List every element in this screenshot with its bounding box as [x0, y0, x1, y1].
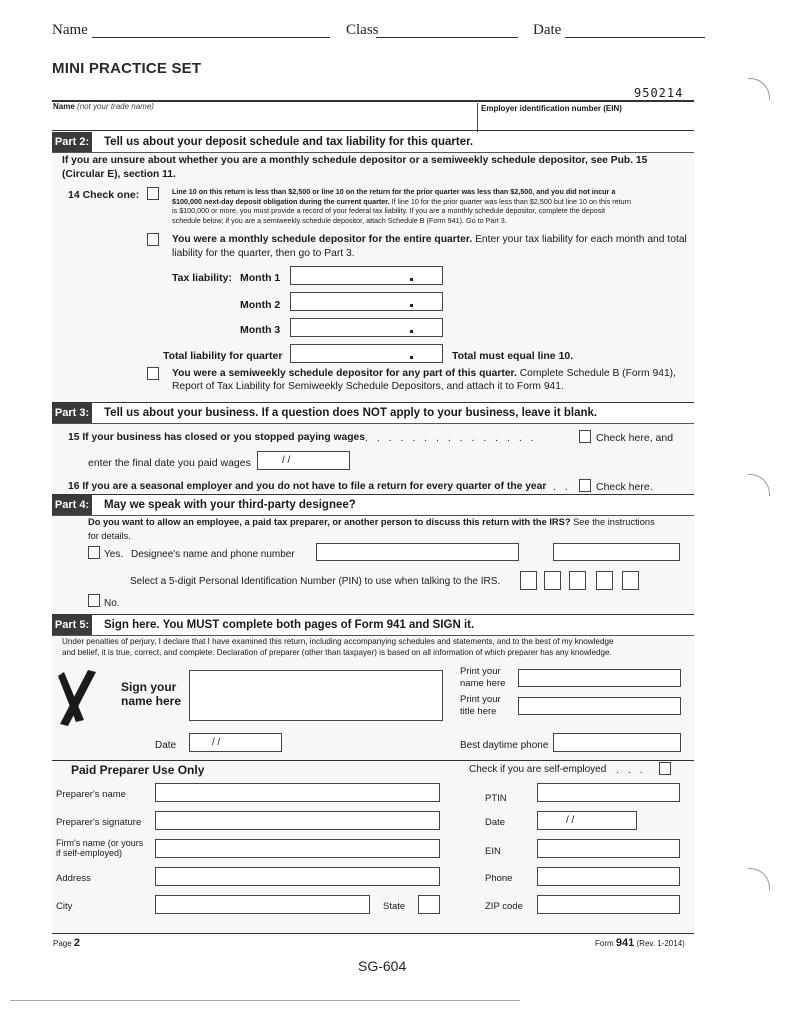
scan-edge-line [10, 1000, 520, 1001]
firm-name-field[interactable] [155, 839, 440, 858]
preparer-signature-label: Preparer's signature [56, 817, 142, 828]
part2-rule [52, 152, 694, 153]
firm-ein-field[interactable] [537, 839, 680, 858]
option-monthly-text-2: liability for the quarter, then go to Part 3. [172, 248, 355, 259]
zip-label: ZIP code [485, 901, 523, 912]
part4-tag: Part 4: [52, 495, 92, 515]
part2-heading: Tell us about your deposit schedule and tax liability for this quarter. [92, 132, 694, 152]
self-employed-checkbox[interactable] [659, 762, 671, 775]
print-title-label-2: title here [460, 706, 497, 717]
seasonal-employer-checkbox[interactable] [579, 479, 591, 492]
page-indicator: Page 2 [53, 937, 81, 949]
preparer-name-label: Preparer's name [56, 789, 126, 800]
pin-digit-5[interactable] [622, 571, 639, 590]
state-field[interactable] [418, 895, 440, 914]
option-under-2500-text: Line 10 on this return is less than $2,500 or line 10 on the return for the prior quarter was less than $2,500, and you did not incur a $100,000 next-day deposit obligation during the current quarter. If line 10 for the prior quarter was less than $2,500 but line 10 on this return is $100,000 or more, you must provide a record of your federal tax liability. If you are a monthly schedule depositor, complete the deposit schedule below; if you are a semiweekly schedule depositor, attach Schedule B (Form 941). Go to Part 3. [172, 187, 631, 225]
print-name-label-2: name here [460, 678, 506, 689]
total-liability-label: Total liability for quarter [163, 350, 283, 362]
self-employed-label: Check if you are self-employed [469, 764, 607, 775]
city-label: City [56, 901, 73, 912]
preparer-signature-field[interactable] [155, 811, 440, 830]
decimal-point [410, 330, 413, 333]
total-liability-field[interactable] [290, 344, 443, 363]
name-label: Name [52, 22, 88, 38]
part4-heading: May we speak with your third-party designee? [92, 495, 694, 515]
month2-field[interactable] [290, 292, 443, 311]
pin-label: Select a 5-digit Personal Identification Number (PIN) to use when talking to the IRS. [130, 576, 501, 587]
part3-heading: Tell us about your business. If a question does NOT apply to your business, leave it blank. [92, 403, 694, 423]
class-line[interactable] [376, 22, 518, 38]
firm-name-label-1: Firm's name (or yours [56, 838, 144, 848]
print-name-label-1: Print your [460, 666, 501, 677]
yes-label: Yes. [104, 549, 124, 560]
taxpayer-name-label: Name (not your trade name) [53, 102, 154, 111]
class-label: Class [346, 22, 379, 38]
preparer-phone-label: Phone [485, 873, 513, 884]
self-employed-leader: . . . [616, 764, 646, 776]
signature-field[interactable] [189, 670, 443, 721]
line16-text: 16 If you are a seasonal employer and you do not have to file a return for every quarter of the year [68, 481, 547, 492]
date-separators: / / [212, 737, 221, 748]
option-monthly-checkbox[interactable] [147, 233, 159, 246]
option-semiweekly-checkbox[interactable] [147, 367, 159, 380]
option-semiweekly-text: You were a semiweekly schedule depositor for any part of this quarter. Complete Schedule B (Form 941), [172, 368, 676, 379]
zip-field[interactable] [537, 895, 680, 914]
decimal-point [410, 278, 413, 281]
part3-tag: Part 3: [52, 403, 92, 423]
preparer-date-field[interactable] [537, 811, 637, 830]
part3-rule [52, 423, 694, 424]
designee-question-2: for details. [88, 531, 131, 541]
part5-rule [52, 635, 694, 636]
form-identifier: Form 941 (Rev. 1-2014) [595, 937, 685, 949]
preparer-name-field[interactable] [155, 783, 440, 802]
form-code: 950214 [634, 86, 684, 100]
line16-check-label: Check here. [596, 481, 653, 493]
option-semiweekly-text-2: Report of Tax Liability for Semiweekly Schedule Depositors, and attach it to Form 941. [172, 381, 564, 392]
sign-label-1: Sign your [121, 680, 177, 694]
total-note: Total must equal line 10. [452, 350, 574, 362]
designee-question: Do you want to allow an employee, a paid tax preparer, or another person to discuss this return with the IRS? See the instructions [88, 517, 655, 527]
ptin-field[interactable] [537, 783, 680, 802]
decimal-point [410, 356, 413, 359]
pin-digit-4[interactable] [596, 571, 613, 590]
no-label: No. [104, 598, 120, 609]
part2-tag: Part 2: [52, 132, 92, 152]
date-line[interactable] [565, 22, 705, 38]
business-closed-checkbox[interactable] [579, 430, 591, 443]
daytime-phone-field[interactable] [553, 733, 681, 752]
designee-label: Designee's name and phone number [131, 549, 295, 560]
part5-heading: Sign here. You MUST complete both pages of Form 941 and SIGN it. [92, 615, 694, 635]
perjury-statement-2: and belief, it is true, correct, and complete. Declaration of preparer (other than taxpayer) is based on all information of which preparer has any knowledge. [62, 648, 612, 657]
part4-rule [52, 515, 694, 516]
designee-phone-field[interactable] [553, 543, 680, 561]
line15-text: 15 If your business has closed or you stopped paying wages [68, 432, 365, 443]
date-separators: / / [566, 815, 575, 826]
sg-page-code: SG-604 [358, 958, 407, 974]
preparer-date-label: Date [485, 817, 506, 828]
identity-bottom-rule [52, 130, 694, 131]
sign-here-x-icon [54, 668, 102, 726]
name-line[interactable] [92, 22, 330, 38]
option-monthly-text: You were a monthly schedule depositor for the entire quarter. Enter your tax liability for each month and total [172, 234, 687, 245]
month3-field[interactable] [290, 318, 443, 337]
pin-digit-2[interactable] [544, 571, 561, 590]
address-label: Address [56, 873, 91, 884]
preparer-top-rule [52, 760, 694, 761]
date-separators: / / [282, 455, 291, 466]
designee-yes-checkbox[interactable] [88, 546, 100, 559]
month2-label: Month 2 [240, 299, 281, 311]
option-under-2500-checkbox[interactable] [147, 187, 159, 200]
form-bottom-rule [52, 933, 694, 934]
month3-label: Month 3 [240, 324, 281, 336]
preparer-phone-field[interactable] [537, 867, 680, 886]
ein-field[interactable] [480, 114, 692, 130]
ein-divider [477, 103, 478, 132]
state-label: State [383, 901, 406, 912]
perjury-statement-1: Under penalties of perjury, I declare that I have examined this return, including accompanying schedules and statements, and to the best of my knowledge [62, 637, 614, 646]
pin-digit-3[interactable] [569, 571, 586, 590]
binder-hole-mark [748, 868, 770, 890]
line14-label: 14 Check one: [68, 189, 140, 201]
page-title: MINI PRACTICE SET [52, 60, 202, 77]
address-field[interactable] [155, 867, 440, 886]
daytime-phone-label: Best daytime phone [460, 740, 549, 751]
part2-intro-1: If you are unsure about whether you are a monthly schedule depositor or a semiweekly schedule depositor, see Pub. 15 [62, 155, 648, 166]
month1-field[interactable] [290, 266, 443, 285]
taxpayer-name-field[interactable] [52, 112, 476, 130]
firm-ein-label: EIN [485, 846, 501, 857]
designee-no-checkbox[interactable] [88, 594, 100, 607]
binder-hole-mark [748, 78, 770, 100]
ein-label: Employer identification number (EIN) [481, 104, 622, 113]
part5-tag: Part 5: [52, 615, 92, 635]
firm-name-label-2: if self-employed) [56, 848, 123, 858]
print-name-field[interactable] [518, 669, 681, 687]
decimal-point [410, 304, 413, 307]
tax-liability-label: Tax liability: [172, 272, 232, 284]
sign-date-label: Date [155, 740, 177, 751]
final-date-label: enter the final date you paid wages [88, 457, 251, 469]
city-field[interactable] [155, 895, 370, 914]
final-date-field[interactable] [257, 451, 350, 470]
print-title-label-1: Print your [460, 694, 501, 705]
designee-name-field[interactable] [316, 543, 519, 561]
pin-digit-1[interactable] [520, 571, 537, 590]
binder-hole-mark [748, 474, 770, 496]
sign-label-2: name here [121, 694, 182, 708]
part2-intro-2: (Circular E), section 11. [62, 169, 176, 180]
line15-leader: . . . . . . . . . . . . . . . [365, 432, 537, 444]
preparer-heading: Paid Preparer Use Only [71, 763, 205, 777]
print-title-field[interactable] [518, 697, 681, 715]
sign-date-field[interactable] [189, 733, 282, 752]
month1-label: Month 1 [240, 272, 281, 284]
line15-check-label: Check here, and [596, 432, 674, 444]
ptin-label: PTIN [485, 793, 507, 804]
date-label: Date [533, 22, 562, 38]
line16-leader: . . [553, 481, 571, 493]
